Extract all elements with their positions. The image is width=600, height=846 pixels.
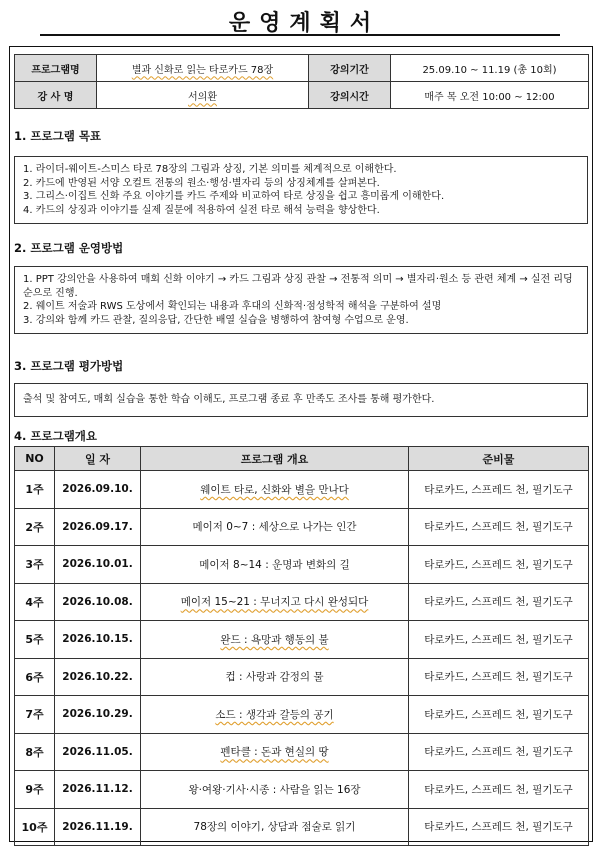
info-table	[14, 54, 589, 109]
row-no: 10주	[15, 808, 55, 846]
row-no: 2주	[15, 508, 55, 546]
instructor-value: 서의환	[97, 82, 309, 109]
row-supplies: 타로카드, 스프레드 천, 필기도구	[409, 658, 589, 696]
row-topic: 메이저 15~21 : 무너지고 다시 완성되다	[141, 583, 409, 621]
row-topic: 메이저 0~7 : 세상으로 나가는 인간	[141, 508, 409, 546]
goal-item: 1. 라이더-웨이트-스미스 타로 78장의 그림과 상징, 기본 의미를 체계적으로 이해한다.	[23, 164, 397, 175]
header-date: 일 자	[55, 447, 141, 471]
program-value: 별과 신화로 읽는 타로카드 78장	[97, 55, 309, 82]
table-row	[15, 658, 589, 696]
goals-heading: 1. 프로그램 목표	[14, 129, 102, 143]
table-row	[15, 546, 589, 584]
row-date: 2026.10.01.	[55, 546, 141, 584]
row-date: 2026.10.15.	[55, 621, 141, 659]
title-underline	[40, 34, 560, 36]
goal-item: 2. 카드에 반영된 서양 오컬트 전통의 원소·행성·별자리 등의 상징체계를 살펴본다.	[23, 177, 380, 189]
table-row	[15, 696, 589, 734]
row-no: 8주	[15, 733, 55, 771]
row-supplies: 타로카드, 스프레드 천, 필기도구	[409, 696, 589, 734]
row-no: 4주	[15, 583, 55, 621]
evaluation-box	[14, 383, 588, 417]
row-date: 2026.09.10.	[55, 471, 141, 509]
row-topic: 펜타클 : 돈과 현실의 땅	[141, 733, 409, 771]
row-date: 2026.11.19.	[55, 808, 141, 846]
row-date: 2026.11.12.	[55, 771, 141, 809]
header-supplies: 준비물	[409, 447, 589, 471]
document-title: 운영계획서	[228, 11, 381, 36]
goals-box	[14, 156, 588, 224]
method-item: 3. 강의와 함께 카드 관찰, 질의응답, 간단한 배열 실습을 병행하여 참여형 수업으로 운영.	[23, 314, 409, 326]
evaluation-heading: 3. 프로그램 평가방법	[14, 359, 124, 373]
evaluation-text: 출석 및 참여도, 매회 실습을 통한 학습 이해도, 프로그램 종료 후 만족도 조사를 통해 평가한다.	[23, 394, 435, 405]
time-value: 매주 목 오전 10:00 ~ 12:00	[391, 82, 589, 109]
row-supplies: 타로카드, 스프레드 천, 필기도구	[409, 621, 589, 659]
table-row	[15, 771, 589, 809]
goal-item: 3. 그리스·이집트 신화 주요 이야기를 카드 주제와 비교하여 타로 상징을 쉽고 흥미롭게 이해한다.	[23, 191, 445, 202]
method-box	[14, 266, 588, 334]
program-label: 프로그램명	[15, 55, 97, 82]
header-overview: 프로그램 개요	[141, 447, 409, 471]
period-label: 강의기간	[309, 55, 391, 82]
row-supplies: 타로카드, 스프레드 천, 필기도구	[409, 808, 589, 846]
overview-table	[14, 446, 589, 846]
row-no: 1주	[15, 471, 55, 509]
method-heading: 2. 프로그램 운영방법	[14, 241, 124, 255]
row-topic: 78장의 이야기, 상담과 점술로 읽기	[141, 808, 409, 846]
time-label: 강의시간	[309, 82, 391, 109]
row-date: 2026.10.08.	[55, 583, 141, 621]
table-row	[15, 583, 589, 621]
table-row	[15, 808, 589, 846]
method-item: 1. PPT 강의안을 사용하여 매회 신화 이야기 → 카드 그림과 상징 관찰 → 전통적 의미 → 별자리·원소 등 관련 체계 → 실전 리딩 순으로 진행.	[23, 274, 573, 299]
row-date: 2026.11.05.	[55, 733, 141, 771]
row-no: 3주	[15, 546, 55, 584]
row-date: 2026.10.29.	[55, 696, 141, 734]
row-topic: 소드 : 생각과 갈등의 공기	[141, 696, 409, 734]
row-date: 2026.09.17.	[55, 508, 141, 546]
row-supplies: 타로카드, 스프레드 천, 필기도구	[409, 771, 589, 809]
instructor-label: 강 사 명	[15, 82, 97, 109]
goal-item: 4. 카드의 상징과 이야기를 실제 질문에 적용하여 실전 타로 해석 능력을 향상한다.	[23, 204, 380, 216]
row-topic: 컵 : 사랑과 감정의 물	[141, 658, 409, 696]
table-row	[15, 471, 589, 509]
row-supplies: 타로카드, 스프레드 천, 필기도구	[409, 471, 589, 509]
row-topic: 완드 : 욕망과 행동의 불	[141, 621, 409, 659]
table-row	[15, 508, 589, 546]
table-row	[15, 733, 589, 771]
row-no: 6주	[15, 658, 55, 696]
method-item: 2. 웨이트 저술과 RWS 도상에서 확인되는 내용과 후대의 신화적·점성학적 해석을 구분하여 설명	[23, 301, 442, 312]
period-value: 25.09.10 ~ 11.19 (총 10회)	[391, 55, 589, 82]
row-supplies: 타로카드, 스프레드 천, 필기도구	[409, 508, 589, 546]
row-no: 9주	[15, 771, 55, 809]
row-topic: 웨이트 타로, 신화와 별을 만나다	[141, 471, 409, 509]
row-supplies: 타로카드, 스프레드 천, 필기도구	[409, 546, 589, 584]
row-date: 2026.10.22.	[55, 658, 141, 696]
row-supplies: 타로카드, 스프레드 천, 필기도구	[409, 583, 589, 621]
row-supplies: 타로카드, 스프레드 천, 필기도구	[409, 733, 589, 771]
overview-heading: 4. 프로그램개요	[14, 429, 98, 443]
row-topic: 메이저 8~14 : 운명과 변화의 길	[141, 546, 409, 584]
row-no: 7주	[15, 696, 55, 734]
table-row	[15, 621, 589, 659]
row-topic: 왕·여왕·기사·시종 : 사람을 읽는 16장	[141, 771, 409, 809]
header-no: NO	[15, 447, 55, 471]
row-no: 5주	[15, 621, 55, 659]
